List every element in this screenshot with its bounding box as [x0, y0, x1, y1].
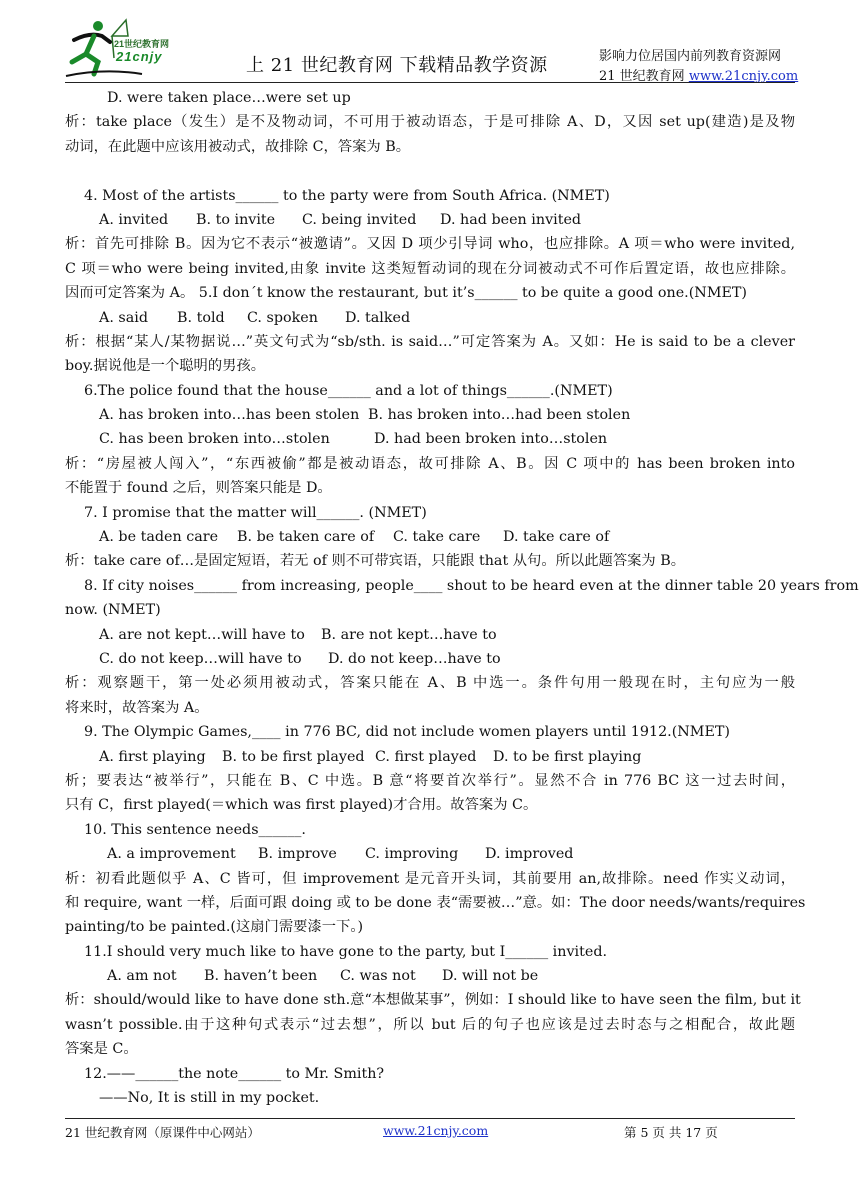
analysis-line: 动词，在此题中应该用被动式，故排除 C，答案为 B。	[65, 138, 411, 155]
footer-site-link[interactable]: www.21cnjy.com	[383, 1123, 489, 1138]
option-d: D. talked	[345, 309, 411, 326]
question-12: 12.——______the note______ to Mr. Smith?	[84, 1065, 385, 1082]
question-8-cont: now. (NMET)	[65, 602, 161, 619]
analysis-line: 析：初看此题似乎 A、C 皆可，但 improvement 是元音开头词，其前要用 an,故排除。need 作实义动词，	[65, 870, 795, 887]
analysis-line: 析：take place（发生）是不及物动词，不可用于被动语态，于是可排除 A、D，又因 set up(建造)是及物	[65, 114, 795, 131]
option-c: C. being invited	[302, 211, 417, 228]
analysis-line: wasn’t possible.由于这种句式表示“过去想”，所以 but 后的句子也应该是过去时态与之相配合，故此题	[65, 1016, 795, 1033]
header-title: 上 21 世纪教育网 下载精品教学资源	[246, 55, 548, 76]
option-a: A. first playing	[99, 748, 206, 765]
analysis-line: C 项＝who were being invited,由象 invite 这类短暂动词的现在分词被动式不可作后置定语，故也应排除。	[65, 260, 795, 277]
question-9: 9. The Olympic Games,____ in 776 BC, did not include women players until 1912.(NMET)	[84, 724, 730, 741]
footer-divider	[65, 1118, 795, 1119]
analysis-line: 将来时，故答案为 A。	[65, 699, 209, 716]
option-b: B. improve	[258, 846, 337, 863]
question-10: 10. This sentence needs______.	[84, 821, 306, 838]
option-a: A. a improvement	[107, 846, 236, 863]
question-8: 8. If city noises______ from increasing, people____ shout to be heard even at the dinner table 20 years from	[84, 577, 859, 594]
header-divider	[65, 82, 795, 83]
options-q10	[65, 842, 795, 866]
options-q11	[65, 964, 795, 988]
analysis-line: 析；要表达“被举行”，只能在 B、C 中选。B 意“将要首次举行”。显然不合 in 776 BC 这一过去时间，	[65, 772, 795, 789]
analysis-line: 析：根据“某人/某物据说…”英文句式为“sb/sth. is said…”可定答案为 A。又如：He is said to be a clever	[65, 333, 795, 350]
analysis-and-question-5: 因而可定答案为 A。 5.I don´t know the restaurant, but it’s______ to be quite a good one.(NMET)	[65, 285, 748, 302]
option-b: B. has broken into…had been stolen	[368, 407, 631, 424]
options-q8-ab	[65, 623, 795, 647]
analysis-line: boy.据说他是一个聪明的男孩。	[65, 358, 266, 375]
header-slogan: 影响力位居国内前列教育资源网	[599, 49, 782, 64]
logo-chinese-text: 21世纪教育网	[114, 39, 170, 49]
option-a: A. has broken into…has been stolen	[99, 407, 360, 424]
option-d: D. do not keep…have to	[328, 650, 501, 667]
option-a: A. be taden care	[99, 529, 219, 546]
analysis-line: 析：“房屋被人闯入”，“东西被偷”都是被动语态，故可排除 A、B。因 C 项中的 has been broken into	[65, 455, 795, 472]
analysis-line: 析：首先可排除 B。因为它不表示“被邀请”。又因 D 项少引导词 who，也应排除。A 项＝who were invited,	[65, 236, 795, 253]
header-site-prefix: 21 世纪教育网	[599, 69, 689, 84]
page-number: 第 5 页 共 17 页	[624, 1125, 718, 1140]
options-q6-ab	[65, 403, 795, 427]
option-c: C. was not	[340, 968, 416, 985]
options-q8-cd	[65, 647, 795, 671]
option-d: D. had been broken into…stolen	[374, 431, 608, 448]
option-a: A. are not kept…will have to	[99, 626, 305, 643]
page-header	[0, 0, 860, 82]
option-b: B. to be first played	[222, 748, 365, 765]
option-c: C. has been broken into…stolen	[99, 431, 330, 448]
analysis-line: 只有 C，first played(＝which was first played)才合用。故答案为 C。	[65, 797, 538, 814]
option-a: A. said	[99, 309, 148, 326]
question-4: 4. Most of the artists______ to the party were from South Africa. (NMET)	[84, 187, 610, 204]
question-12-answer: ——No, It is still in my pocket.	[99, 1090, 320, 1107]
options-q6-cd	[65, 427, 795, 451]
option-b: B. told	[177, 309, 225, 326]
option-c: C. first played	[375, 748, 477, 765]
analysis-line: painting/to be painted.(这扇门需要漆一下。)	[65, 919, 364, 936]
option-a: A. invited	[99, 211, 169, 228]
option-a: A. am not	[107, 968, 177, 985]
options-q7	[65, 525, 795, 549]
page-body	[65, 86, 859, 1110]
option-b: B. are not kept…have to	[321, 626, 497, 643]
option-d: D. will not be	[442, 968, 539, 985]
option-line: D. were taken place…were set up	[107, 90, 351, 106]
option-b: B. to invite	[196, 211, 276, 228]
option-b: B. haven’t been	[204, 968, 318, 985]
question-6: 6.The police found that the house______ and a lot of things______.(NMET)	[84, 382, 613, 399]
analysis-line: 析：观察题干，第一处必须用被动式，答案只能在 A、B 中选一。条件句用一般现在时，主句应为一般	[65, 675, 795, 692]
blank-line	[65, 159, 795, 183]
option-c: C. take care	[393, 529, 481, 546]
option-d: D. improved	[485, 846, 574, 863]
analysis-line: 不能置于 found 之后，则答案只能是 D。	[65, 480, 332, 497]
footer-site-name: 21 世纪教育网（原课件中心网站）	[65, 1125, 260, 1140]
options-q5	[65, 306, 795, 330]
logo-english-text: 21cnjy	[116, 49, 163, 64]
option-c: C. do not keep…will have to	[99, 650, 302, 667]
option-c: C. improving	[365, 846, 459, 863]
question-7: 7. I promise that the matter will______. (NMET)	[84, 504, 427, 521]
option-d: D. to be first playing	[493, 748, 642, 765]
option-b: B. be taken care of	[237, 529, 375, 546]
analysis-line: 和 require, want 一样，后面可跟 doing 或 to be done 表“需要被…”意。如：The door needs/wants/requires	[65, 894, 806, 911]
option-d: D. had been invited	[440, 211, 582, 228]
analysis-line: 答案是 C。	[65, 1041, 138, 1058]
option-d: D. take care of	[503, 529, 610, 546]
options-q4	[65, 208, 795, 232]
options-q9	[65, 745, 795, 769]
header-site-link[interactable]: www.21cnjy.com	[688, 69, 799, 84]
option-c: C. spoken	[247, 309, 318, 326]
analysis-line: 析：should/would like to have done sth.意“本想做某事”，例如：I should like to have seen the film, but it	[65, 992, 801, 1009]
analysis-line: 析：take care of…是固定短语，若无 of 则不可带宾语，只能跟 that 从句。所以此题答案为 B。	[65, 553, 686, 570]
question-11: 11.I should very much like to have gone to the party, but I______ invited.	[84, 943, 608, 960]
